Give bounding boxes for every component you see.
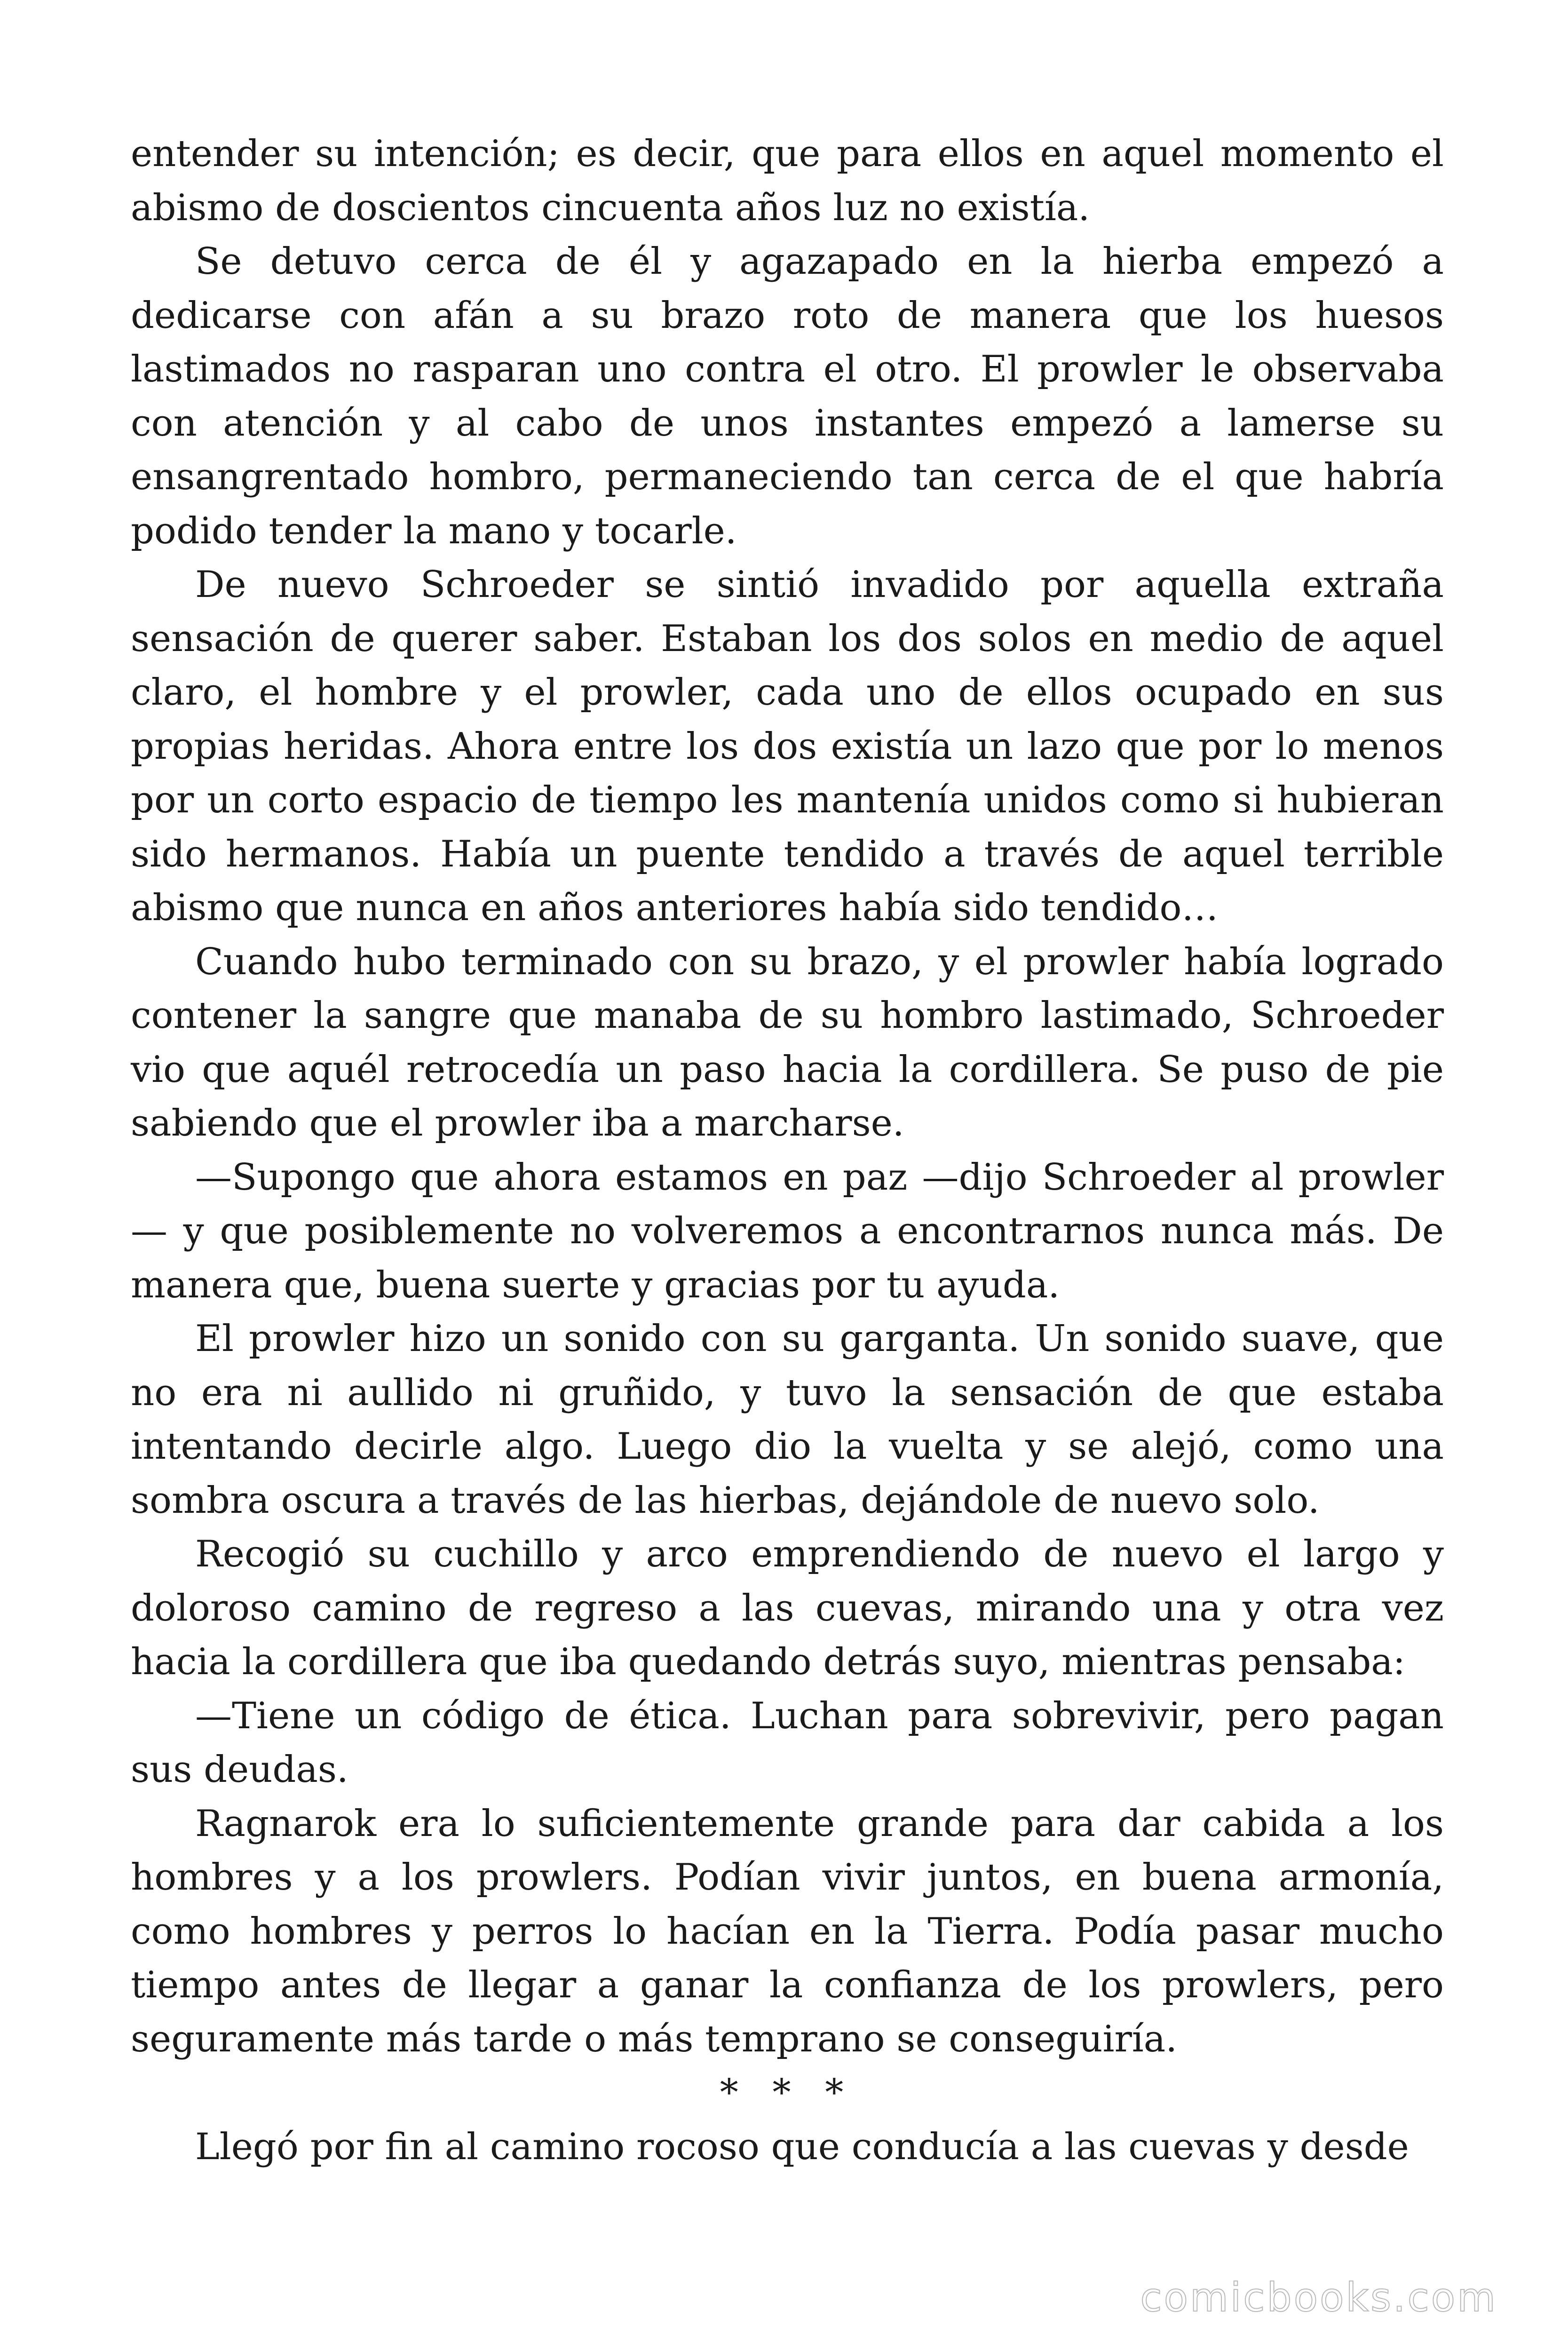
paragraph: Se detuvo cerca de él y agazapado en la hierba empezó a dedicarse con afán a su brazo roto de manera que los huesos lastimados no rasparan uno contra el otro. El prowler le observaba con atención y al cabo de unos instantes empezó a lamerse su ensangrentado hombro, permaneciendo tan cerca de el que habría podido tender la mano y tocarle. — [131, 240, 1444, 552]
paragraph: Llegó por fin al camino rocoso que conducía a las cuevas y desde — [195, 2125, 1409, 2168]
paragraph: Recogió su cuchillo y arco emprendiendo de nuevo el largo y doloroso camino de regreso a las cuevas, mirando una y otra vez hacia la cordillera que iba quedando detrás suyo, mientras pensaba: — [131, 1533, 1444, 1683]
dialogue-paragraph: —Tiene un código de ética. Luchan para sobrevivir, pero pagan sus deudas. — [131, 1694, 1444, 1791]
watermark: comicbooks.com — [1140, 2274, 1497, 2320]
paragraph: El prowler hizo un sonido con su garganta. Un sonido suave, que no era ni aullido ni gruñido, y tuvo la sensación de que estaba intentando decirle algo. Luego dio la vuelta y se alejó, como una sombra oscura a través de las hierbas, dejándole de nuevo solo. — [131, 1318, 1444, 1522]
scene-break: * * * — [720, 2072, 855, 2114]
paragraph-continued: entender su intención; es decir, que para ellos en aquel momento el abismo de doscientos cincuenta años luz no existía. — [131, 133, 1444, 229]
paragraph: Ragnarok era lo suficientemente grande para dar cabida a los hombres y a los prowlers. Podían vivir juntos, en buena armonía, como hombres y perros lo hacían en la Tierra. Podía pasar mucho tiempo antes de llegar a ganar la confianza de los prowlers, pero seguramente más tarde o más temprano se conseguiría. — [131, 1802, 1444, 2060]
paragraph: Cuando hubo terminado con su brazo, y el prowler había logrado contener la sangre que manaba de su hombro lastimado, Schroeder vio que aquél retrocedía un paso hacia la cordillera. Se puso de pie sabiendo que el prowler iba a marcharse. — [131, 940, 1444, 1144]
paragraph: De nuevo Schroeder se sintió invadido por aquella extraña sensación de querer saber. Estaban los dos solos en medio de aquel claro, el hombre y el prowler, cada uno de ellos ocupado en sus propias heridas. Ahora entre los dos existía un lazo que por lo menos por un corto espacio de tiempo les mantenía unidos como si hubieran sido hermanos. Había un puente tendido a través de aquel terrible abismo que nunca en años anteriores había sido tendido… — [131, 564, 1444, 929]
text-body — [131, 127, 1444, 2174]
dialogue-paragraph: —Supongo que ahora estamos en paz —dijo Schroeder al prowler— y que posiblemente no volveremos a encontrarnos nunca más. De manera que, buena suerte y gracias por tu ayuda. — [131, 1156, 1444, 1306]
